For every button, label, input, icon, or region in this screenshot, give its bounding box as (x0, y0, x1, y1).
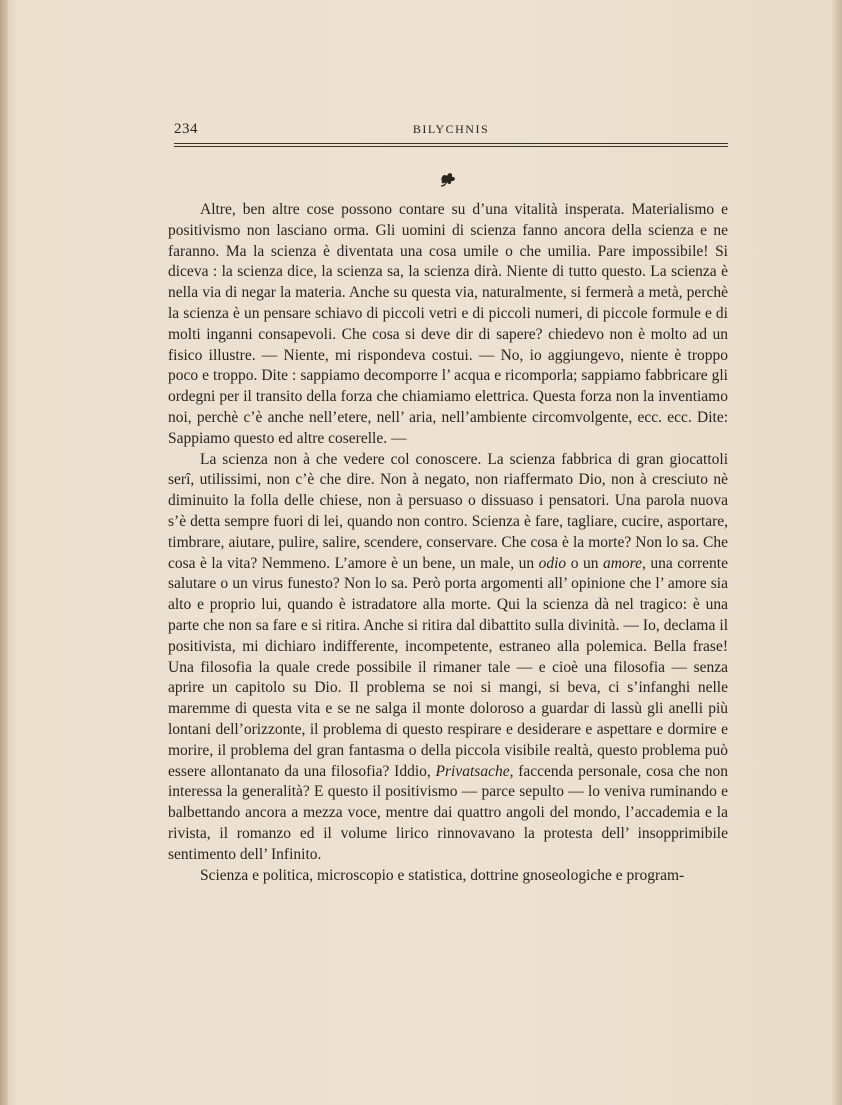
page-left-edge (0, 0, 8, 1105)
header-rule-top (174, 143, 728, 144)
page-header (174, 121, 728, 143)
fleuron-icon (438, 168, 458, 188)
paragraph-1: Altre, ben altre cose possono contare su d’una vitalità insperata. Materialismo e positivismo non lasciano orma. Gli uomini di scienza fanno ancora della scienza e ne faranno. Ma la scienza è diventata una cosa umile o che umilia. Pare impossibile! Si diceva : la scienza dice, la scienza sa, la scienza dirà. Niente di tutto questo. La scienza è nella via di negar la materia. Anche su questa via, naturalmente, si fermerà a metà, perchè la scienza è un pensare schiavo di piccoli vetri e di piccoli numeri, di piccole formule e di molti inganni consapevoli. Che cosa si deve dir di sapere? chiedevo non è molto ad un fisico illustre. — Niente, mi rispondeva costui. — No, io aggiungevo, niente è troppo poco e troppo. Dite : sappiamo decomporre l’ acqua e ricomporla; sappiamo fabbricare gli ordegni per il transito della forza che chiamiamo elettrica. Questa forza non la inventiamo noi, perchè c’è anche nell’etere, nell’ aria, nell’ambiente circomvolgente, ecc. ecc. Dite: Sappiamo questo ed altre coserelle. — (168, 201, 728, 447)
body-text (168, 200, 728, 886)
page-right-edge (832, 0, 842, 1105)
running-head: BILYCHNIS (412, 122, 490, 136)
header-rule-bottom (174, 146, 728, 147)
paragraph-3: Scienza e politica, microscopio e statistica, dottrine gnoseologiche e program- (200, 866, 685, 884)
page-number: 234 (174, 121, 198, 137)
paragraph-2: La scienza non à che vedere col conoscere. La scienza fabbrica di gran giocattoli serî, utilissimi, non c’è che dire. Non à negato, non riaffermato Dio, non à cresciuto nè diminuito la folla delle chiese, non à persuaso o dissuaso i pensatori. Una parola nuova s’è detta sempre fuori di lei, quando non contro. Scienza è fare, tagliare, cucire, asportare, timbrare, aiutare, pulire, salire, scendere, conservare. Che cosa è la morte? Non lo sa. Che cosa è la vita? Nemmeno. L’amore è un bene, un male, un odio o un amore, una corrente salutare o un virus funesto? Non lo sa. Però porta argomenti all’ opinione che l’ amore sia alto e proprio lui, quando è istradatore alla morte. Qui la scienza dà nel tragico: è una parte che non sa fare e si ritira. Anche si ritira dal dibattito sulla divinità. — Io, declama il positivista, mi dichiaro indifferente, incompetente, estraneo alla polemica. Bella frase! Una filosofia la quale crede possibile il rimaner tale — e cioè una filosofia — senza aprire un capitolo su Dio. Il problema se noi si mangi, si beva, ci s’infanghi nelle maremme di questa vita e se ne salga il monte doloroso a guardar di lassù gli anelli più lontani dell’orizzonte, il problema di questo respirare e desiderare e aspettare e dormire e morire, il problema del gran fantasma o della piccola visibile realtà, questo problema può essere allontanato da una filosofia? Iddio, Privatsache, faccenda personale, cosa che non interessa la generalità? E questo il positivismo — parce sepulto — lo veniva ruminando e balbettando ancora a mezza voce, mentre dai quattro angoli del mondo, l’accademia e la rivista, il romanzo ed il volume lirico rinnovavano la protesta dell’ insopprimibile sentimento dell’ Infinito. (168, 450, 728, 863)
